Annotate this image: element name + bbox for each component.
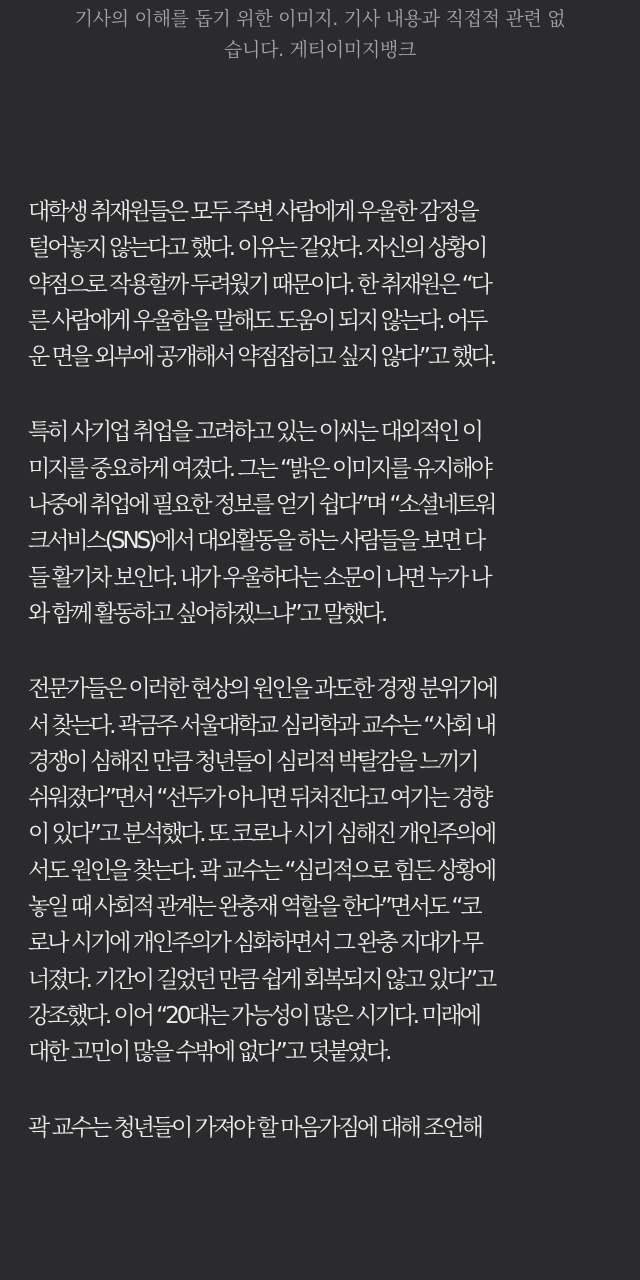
text-line: 이 있다”고 분석했다. 또 코로나 시기 심해진 개인주의에	[28, 821, 495, 848]
text-line: 른 사람에게 우울함을 말해도 도움이 되지 않는다. 어두	[28, 307, 486, 334]
caption-line: 기사의 이해를 돕기 위한 이미지. 기사 내용과 직접적 관련 없	[74, 8, 566, 30]
text-line: 들 활기차 보인다. 내가 우울하다는 소문이 나면 누가 나	[28, 564, 490, 591]
article-paragraph	[28, 671, 640, 1070]
text-line: 강조했다. 이어 “20대는 가능성이 많은 시기다. 미래에	[28, 1002, 480, 1029]
photo-caption	[0, 4, 640, 66]
text-line: 경쟁이 심해진 만큼 청년들이 심리적 박탈감을 느끼기	[28, 748, 477, 775]
text-line: 로나 시기에 개인주의가 심화하면서 그 완충 지대가 무	[28, 930, 481, 957]
text-line: 특히 사기업 취업을 고려하고 있는 이씨는 대외적인 이	[28, 419, 481, 446]
article-body	[28, 194, 640, 1185]
text-line: 나중에 취업에 필요한 정보를 얻기 쉽다”며 “소셜네트워	[28, 492, 495, 519]
text-line: 미지를 중요하게 여겼다. 그는 “밝은 이미지를 유지해야	[28, 455, 490, 482]
article-paragraph	[28, 414, 640, 632]
caption-line: 습니다. 게티이미지뱅크	[223, 39, 417, 61]
text-line: 너졌다. 기간이 길었던 만큼 쉽게 회복되지 않고 있다”고	[28, 966, 495, 993]
text-line: 서 찾는다. 곽금주 서울대학교 심리학과 교수는 “사회 내	[28, 712, 495, 739]
text-line: 와 함께 활동하고 싶어하겠느냐”고 말했다.	[28, 600, 386, 627]
text-line: 놓일 때 사회적 관계는 완충재 역할을 한다”면서도 “코	[28, 894, 480, 921]
text-line: 약점으로 작용할까 두려웠기 때문이다. 한 취재원은 “다	[28, 271, 490, 298]
text-line: 전문가들은 이러한 현상의 원인을 과도한 경쟁 분위기에	[28, 676, 496, 703]
text-line: 곽 교수는 청년들이 가져야 할 마음가짐에 대해 조언해	[28, 1114, 481, 1141]
text-line: 쉬워졌다”면서 “선두가 아니면 뒤처진다고 여기는 경향	[28, 785, 491, 812]
article-paragraph	[28, 194, 640, 375]
text-line: 서도 원인을 찾는다. 곽 교수는 “심리적으로 힘든 상황에	[28, 857, 495, 884]
text-line: 대학생 취재원들은 모두 주변 사람에게 우울한 감정을	[28, 199, 477, 225]
article-paragraph	[28, 1110, 640, 1146]
text-line: 운 면을 외부에 공개해서 약점잡히고 싶지 않다”고 했다.	[28, 344, 495, 371]
text-line: 대한 고민이 많을 수밖에 없다”고 덧붙였다.	[28, 1039, 390, 1066]
text-line: 털어놓지 않는다고 했다. 이유는 같았다. 자신의 상황이	[28, 235, 486, 262]
text-line: 크서비스(SNS)에서 대외활동을 하는 사람들을 보면 다	[28, 528, 484, 555]
